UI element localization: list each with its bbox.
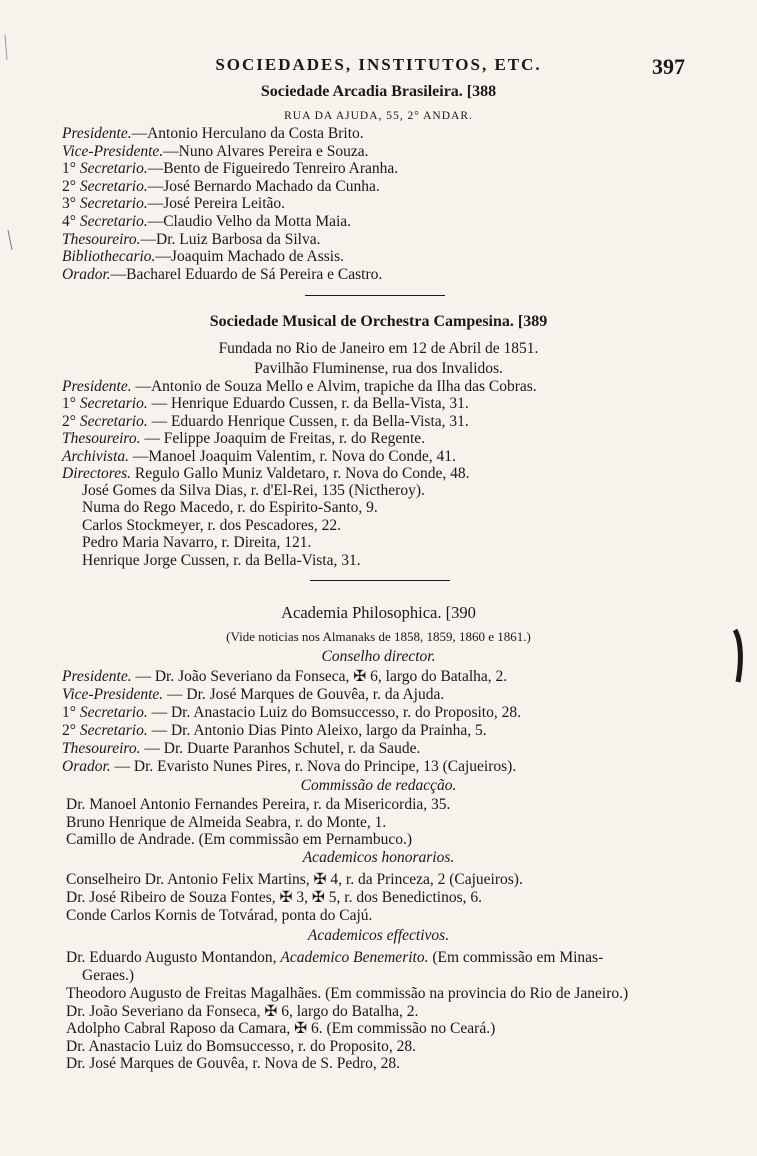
member-name: —Bacharel Eduardo de Sá Pereira e Castro. <box>110 265 383 283</box>
member-name: —José Pereira Leitão. <box>147 195 286 213</box>
role-label: Orador. <box>62 265 111 283</box>
honorarios-heading: Academicos honorarios. <box>302 849 455 866</box>
arcadia-address: RUA DA AJUDA, 55, 2° ANDAR. <box>284 110 473 122</box>
arcadia-title: Sociedade Arcadia Brasileira. <box>260 83 463 100</box>
ordinal-prefix: 2° <box>62 722 76 739</box>
member-name: — Dr. Anastacio Luiz do Bomsuccesso, r. do Proposito, 28. <box>147 704 521 721</box>
ordinal-prefix: 3° <box>62 195 76 213</box>
role-label: Orador. <box>62 758 111 775</box>
effectivos-first-continuation: Geraes.) <box>82 967 135 984</box>
redaccao-member-entry: Camillo de Andrade. (Em commissão em Pernambuco.) <box>66 831 413 848</box>
member-name: — Henrique Eduardo Cussen, r. da Bella-Vista, 31. <box>147 395 469 413</box>
campesina-director-entry: Henrique Jorge Cussen, r. da Bella-Vista, 31. <box>82 551 361 569</box>
academia-number: [390 <box>445 603 476 622</box>
ordinal-prefix: 1° <box>62 160 76 178</box>
effectivo-member-entry: Dr. José Marques de Gouvêa, r. Nova de S. Pedro, 28. <box>66 1055 401 1073</box>
role-label: Thesoureiro. <box>62 430 141 448</box>
role-label: Archivista. <box>62 447 130 465</box>
role-label: Presidente. <box>62 378 132 395</box>
member-name: —José Bernardo Machado da Cunha. <box>147 177 380 195</box>
role-label: Thesoureiro. <box>62 740 141 757</box>
campesina-director-entry: Pedro Maria Navarro, r. Direita, 121. <box>82 534 312 552</box>
effectivo-member-entry: Dr. Anastacio Luiz do Bomsuccesso, r. do Proposito, 28. <box>66 1037 417 1055</box>
role-label: Directores. <box>62 465 132 482</box>
ordinal-prefix: 4° <box>62 213 76 230</box>
academia-note: (Vide noticias nos Almanaks de 1858, 1859, 1860 e 1861.) <box>226 629 531 644</box>
campesina-director-entry: Numa do Rego Macedo, r. do Espirito-Santo, 9. <box>82 499 378 517</box>
academia-title: Academia Philosophica. <box>281 603 442 622</box>
redaccao-heading: Commissão de redacção. <box>300 777 457 794</box>
campesina-founded: Fundada no Rio de Janeiro em 12 de Abril de 1851. <box>218 340 539 357</box>
member-name: —Joaquim Machado de Assis. <box>155 248 344 266</box>
effectivos-first-title: Academico Benemerito. <box>280 949 429 966</box>
ordinal-prefix: 2° <box>62 412 76 430</box>
member-name: — Eduardo Henrique Cussen, r. da Bella-Vista, 31. <box>147 412 469 430</box>
member-name: — Dr. Evaristo Nunes Pires, r. Nova do Principe, 13 (Cajueiros). <box>110 758 517 775</box>
role-label: Secretario. <box>79 704 148 721</box>
effectivo-member-entry: Dr. João Severiano da Fonseca, ✠ 6, largo do Batalha, 2. <box>66 1002 419 1020</box>
campesina-title: Sociedade Musical de Orchestra Campesina. <box>209 313 514 330</box>
role-label: Secretario. <box>79 177 148 195</box>
member-name: — Felippe Joaquim de Freitas, r. do Regente. <box>140 430 426 448</box>
campesina-director-entry: José Gomes da Silva Dias, r. d'El-Rei, 135 (Nictheroy). <box>82 482 425 499</box>
ordinal-prefix: 1° <box>62 395 76 413</box>
member-name: —Antonio de Souza Mello e Alvim, trapiche da Ilha das Cobras. <box>131 378 537 395</box>
member-name: —Bento de Figueiredo Tenreiro Aranha. <box>147 160 399 178</box>
role-label: Thesoureiro. <box>62 230 141 248</box>
effectivos-first-name: Dr. Eduardo Augusto Montandon, <box>66 949 281 966</box>
role-label: Secretario. <box>79 395 148 413</box>
member-name: —Manoel Joaquim Valentim, r. Nova do Conde, 41. <box>129 447 456 465</box>
member-name: — Dr. Duarte Paranhos Schutel, r. da Saude. <box>140 740 421 757</box>
role-label: Secretario. <box>79 195 148 213</box>
redaccao-member-entry: Bruno Henrique de Almeida Seabra, r. do Monte, 1. <box>66 813 387 831</box>
redaccao-member-entry: Dr. Manoel Antonio Fernandes Pereira, r. da Misericordia, 35. <box>66 796 451 813</box>
effectivo-member-entry: Theodoro Augusto de Freitas Magalhães. (Em commissão na provincia do Rio de Janeiro.) <box>66 985 629 1002</box>
role-label: Secretario. <box>79 213 148 230</box>
effectivo-member-entry: Adolpho Cabral Raposo da Camara, ✠ 6. (Em commissão no Ceará.) <box>66 1020 496 1038</box>
ordinal-prefix: 2° <box>62 177 76 195</box>
council-heading: Conselho director. <box>321 648 436 665</box>
page-number: 397 <box>652 54 685 79</box>
member-name: —Dr. Luiz Barbosa da Silva. <box>140 230 321 248</box>
member-name: —Antonio Herculano da Costa Brito. <box>131 125 364 142</box>
role-label: Secretario. <box>79 412 148 430</box>
role-label: Vice-Presidente. <box>62 142 164 160</box>
honorario-member-entry: Conde Carlos Kornis de Totvárad, ponta do Cajú. <box>66 906 373 924</box>
campesina-director-entry: Carlos Stockmeyer, r. dos Pescadores, 22. <box>82 516 341 534</box>
arcadia-number: [388 <box>466 83 497 100</box>
role-label: Presidente. <box>62 668 132 685</box>
member-name: — Dr. João Severiano da Fonseca, ✠ 6, largo do Batalha, 2. <box>131 668 508 685</box>
honorario-member-entry: Dr. José Ribeiro de Souza Fontes, ✠ 3, ✠ 5, r. dos Benedictinos, 6. <box>66 888 483 906</box>
role-label: Presidente. <box>62 125 132 142</box>
member-name: —Nuno Alvares Pereira e Souza. <box>163 142 369 160</box>
member-name: — Dr. Antonio Dias Pinto Aleixo, largo da Prainha, 5. <box>147 722 487 739</box>
campesina-number: [389 <box>517 313 548 330</box>
member-name: Regulo Gallo Muniz Valdetaro, r. Nova do Conde, 48. <box>131 465 470 482</box>
campesina-address: Pavilhão Fluminense, rua dos Invalidos. <box>254 360 503 377</box>
member-name: — Dr. José Marques de Gouvêa, r. da Ajuda. <box>163 686 445 703</box>
role-label: Secretario. <box>79 160 148 178</box>
running-title: SOCIEDADES, INSTITUTOS, ETC. <box>215 55 542 74</box>
role-label: Secretario. <box>79 722 148 739</box>
effectivos-first-note: (Em commissão em Minas- <box>428 949 604 966</box>
member-name: —Claudio Velho da Motta Maia. <box>147 213 352 230</box>
role-label: Vice-Presidente. <box>62 686 164 703</box>
honorario-member-entry: Conselheiro Dr. Antonio Felix Martins, ✠ 4, r. da Princeza, 2 (Cajueiros). <box>66 871 523 888</box>
effectivos-heading: Academicos effectivos. <box>307 927 450 944</box>
ordinal-prefix: 1° <box>62 704 76 721</box>
role-label: Bibliothecario. <box>62 248 156 266</box>
